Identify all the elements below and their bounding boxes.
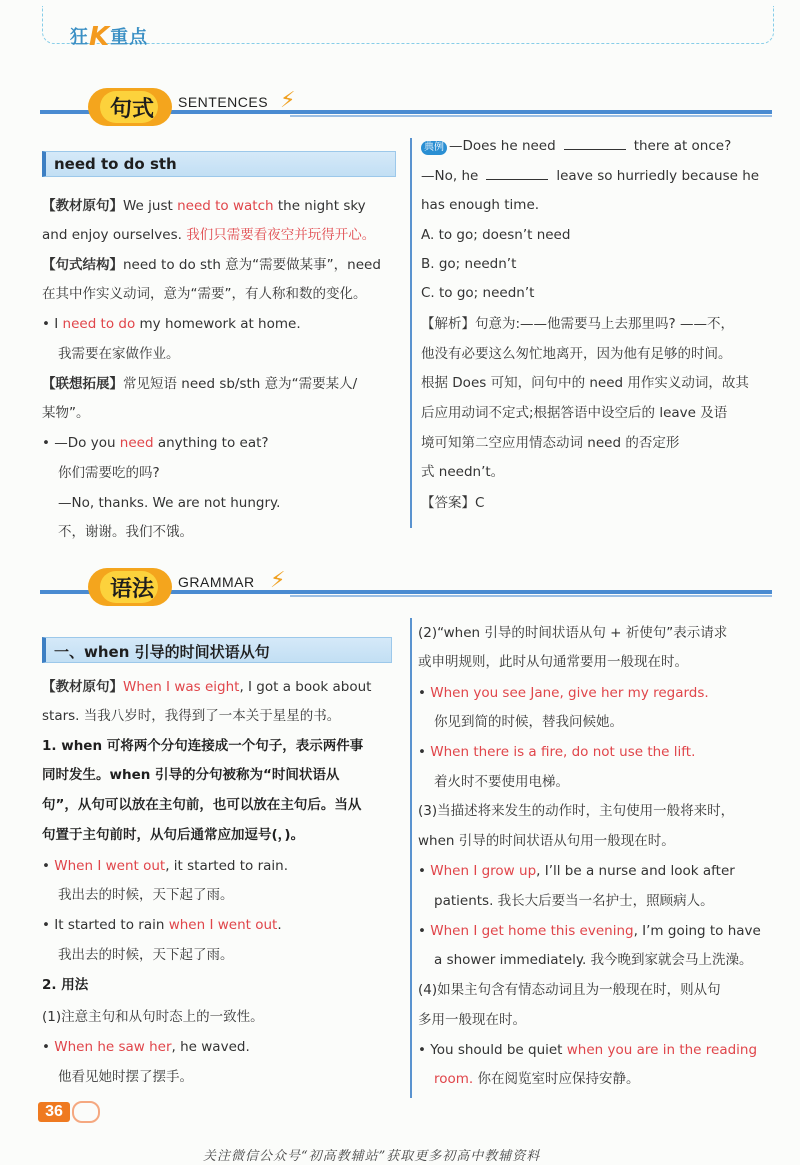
text-line: 我出去的时候，天下起了雨。 xyxy=(58,887,234,903)
text-line: 1. when 可将两个分句连接成一个句子，表示两件事 xyxy=(42,738,364,754)
page-number: 36 xyxy=(38,1102,70,1122)
text-line: • When I get home this evening, I’m going to have xyxy=(418,923,761,939)
column-divider xyxy=(410,618,412,1098)
text-line: 我需要在家做作业。 xyxy=(58,346,180,362)
text-line: (4)如果主句含有情态动词且为一般现在时，则从句 xyxy=(418,982,721,998)
topic-heading: 一、when 引导的时间状语从句 xyxy=(42,637,392,663)
text-line: —No, thanks. We are not hungry. xyxy=(58,495,281,511)
header-frame xyxy=(42,6,774,44)
runner-icon: ⚡ xyxy=(270,568,286,593)
text-line: 在其中作实义动词，意为“需要”，有人称和数的变化。 xyxy=(42,286,367,302)
text-line: room. 你在阅览室时应保持安静。 xyxy=(434,1071,640,1087)
text-line: • It started to rain when I went out. xyxy=(42,917,282,933)
text-line: 【联想拓展】常见短语 need sb/sth 意为“需要某人/ xyxy=(42,376,358,392)
text-line: 我出去的时候，天下起了雨。 xyxy=(58,947,234,963)
sentences-section-header xyxy=(40,88,772,122)
option-c: C. to go; needn’t xyxy=(421,285,535,301)
section-title-en: SENTENCES xyxy=(178,94,269,110)
column-divider xyxy=(410,138,412,528)
text-line: • When you see Jane, give her my regards. xyxy=(418,685,709,701)
text-line: • When he saw her, he waved. xyxy=(42,1039,250,1055)
answer: 【答案】C xyxy=(421,495,485,511)
text-line: and enjoy ourselves. 我们只需要看夜空并玩得开心。 xyxy=(42,227,376,243)
brand-logo: 狂K重点 xyxy=(70,22,149,52)
section-title-en: GRAMMAR xyxy=(178,574,255,590)
text-line: 多用一般现在时。 xyxy=(418,1012,526,1028)
text-line: 他看见她时摆了摆手。 xyxy=(58,1069,193,1085)
text-line: a shower immediately. 我今晚到家就会马上洗澡。 xyxy=(434,952,753,968)
text-line: 着火时不要使用电梯。 xyxy=(434,774,569,790)
text-line: 你们需要吃的吗? xyxy=(58,465,160,481)
text-line: • I need to do my homework at home. xyxy=(42,316,301,332)
runner-icon: ⚡ xyxy=(280,88,296,113)
text-line: • When I went out, it started to rain. xyxy=(42,858,288,874)
text-line: 句置于主句前时，从句后通常应加逗号(，)。 xyxy=(42,827,305,843)
text-line: 【教材原句】When I was eight, I got a book about xyxy=(42,679,372,695)
text-line: when 引导的时间状语从句用一般现在时。 xyxy=(418,833,675,849)
text-line: (2)“when 引导的时间状语从句 + 祈使句”表示请求 xyxy=(418,625,728,641)
option-b: B. go; needn’t xyxy=(421,256,517,272)
page-number-decoration xyxy=(72,1101,100,1123)
text-line: • You should be quiet when you are in the reading xyxy=(418,1042,758,1058)
text-line: patients. 我长大后要当一名护士，照顾病人。 xyxy=(434,893,714,909)
text-line: 同时发生。when 引导的分句被称为“时间状语从 xyxy=(42,767,340,783)
text-line: 不，谢谢。我们不饿。 xyxy=(58,524,193,540)
text-line: (3)当描述将来发生的动作时，主句使用一般将来时， xyxy=(418,803,735,819)
text-line: 2. 用法 xyxy=(42,977,89,993)
text-line: 【句式结构】need to do sth 意为“需要做某事”，need xyxy=(42,257,381,273)
text-line: 某物”。 xyxy=(42,405,90,421)
text-line: • When there is a fire, do not use the lift. xyxy=(418,744,696,760)
section-title-zh: 语法 xyxy=(109,577,154,602)
section-title-zh: 句式 xyxy=(109,97,154,122)
footer-note: 关注微信公众号“初高教辅站”获取更多初高中教辅资料 xyxy=(203,1149,541,1164)
text-line: • —Do you need anything to eat? xyxy=(42,435,269,451)
text-line: 或申明规则，此时从句通常要用一般现在时。 xyxy=(418,654,688,670)
text-line: (1)注意主句和从句时态上的一致性。 xyxy=(42,1009,264,1025)
text-line: • When I grow up, I’ll be a nurse and look after xyxy=(418,863,735,879)
text-line: stars. 当我八岁时，我得到了一本关于星星的书。 xyxy=(42,708,341,724)
text-line: 句”，从句可以放在主句前，也可以放在主句后。当从 xyxy=(42,797,362,813)
grammar-section-header xyxy=(40,568,772,602)
text-line: 你见到简的时候，替我问候她。 xyxy=(434,714,623,730)
text-line: 【教材原句】We just need to watch the night sky xyxy=(42,198,366,214)
topic-heading: need to do sth xyxy=(42,151,396,177)
example-tag: 典例 xyxy=(421,141,447,155)
option-a: A. to go; doesn’t need xyxy=(421,227,571,243)
